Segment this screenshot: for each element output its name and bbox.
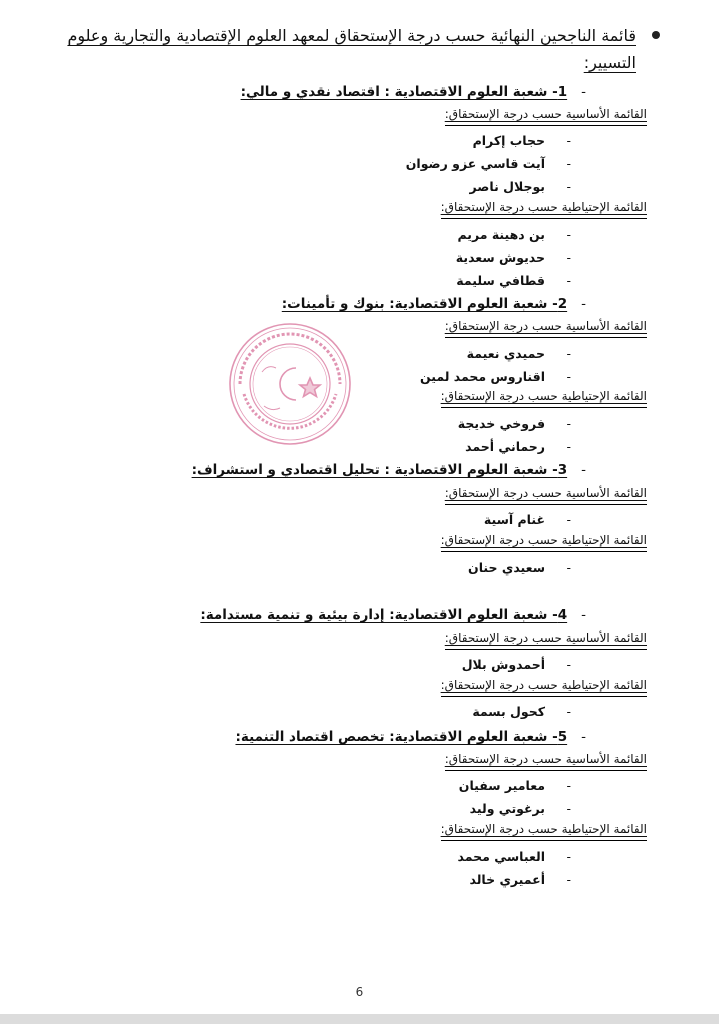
primary-list-label: القائمة الأساسية حسب درجة الإستحقاق: [445, 319, 647, 339]
list-item: - كحول بسمة [472, 704, 571, 719]
primary-list-label: القائمة الأساسية حسب درجة الإستحقاق: [445, 752, 647, 772]
section-heading-4: -4- شعبة العلوم الاقتصادية: إدارة بيئية و تنمية مستدامة: [200, 607, 586, 623]
list-item: - قطافي سليمة [456, 273, 571, 288]
list-item: - أعميري خالد [469, 872, 571, 887]
reserve-list-label: القائمة الإحتياطية حسب درجة الإستحقاق: [441, 200, 647, 220]
list-item: - معامير سفيان [458, 778, 571, 793]
section-heading-3: -3- شعبة العلوم الاقتصادية : تحليل اقتصادي و استشراف: [191, 462, 586, 478]
list-item: - حديوش سعدية [455, 250, 571, 265]
list-item: - سعيدي حنان [468, 560, 571, 575]
section-heading-1: -1- شعبة العلوم الاقتصادية : اقتصاد نقدي و مالي: [240, 84, 586, 100]
reserve-list-label: القائمة الإحتياطية حسب درجة الإستحقاق: [441, 822, 647, 842]
reserve-list-label: القائمة الإحتياطية حسب درجة الإستحقاق: [441, 533, 647, 553]
official-stamp [226, 320, 354, 448]
list-item: - غنام آسية [483, 512, 571, 527]
reserve-list-label: القائمة الإحتياطية حسب درجة الإستحقاق: [441, 678, 647, 698]
list-item: - أحمدوش بلال [461, 657, 571, 672]
list-item: - فروخي خديجة [457, 416, 571, 431]
document-title [36, 22, 636, 76]
primary-list-label: القائمة الأساسية حسب درجة الإستحقاق: [445, 631, 647, 651]
list-item: - حجاب إكرام [472, 133, 571, 148]
reserve-list-label: القائمة الإحتياطية حسب درجة الإستحقاق: [441, 389, 647, 409]
list-item: - آيت قاسي عزو رضوان [405, 156, 571, 171]
primary-list-label: القائمة الأساسية حسب درجة الإستحقاق: [445, 107, 647, 127]
list-item: - بوجلال ناصر [469, 179, 571, 194]
list-item: - اقناروس محمد لمين [420, 369, 571, 384]
bullet-icon [652, 31, 660, 39]
list-item: - العباسي محمد [457, 849, 571, 864]
list-item: - حميدي نعيمة [466, 346, 571, 361]
list-item: - رحماني أحمد [465, 439, 571, 454]
title-text: قائمة الناجحين النهائية حسب درجة الإستحقاق لمعهد العلوم الإقتصادية والتجارية وعلوم التسيير: [67, 26, 636, 72]
list-item: - بن دهينة مريم [457, 227, 571, 242]
section-heading-5: -5- شعبة العلوم الاقتصادية: تخصص اقتصاد التنمية: [235, 729, 586, 745]
section-heading-2: -2- شعبة العلوم الاقتصادية: بنوك و تأمينات: [281, 296, 586, 312]
primary-list-label: القائمة الأساسية حسب درجة الإستحقاق: [445, 486, 647, 506]
page-number: 6 [355, 985, 364, 999]
list-item: - برغوتي وليد [469, 801, 571, 816]
bottom-strip [0, 1014, 719, 1024]
